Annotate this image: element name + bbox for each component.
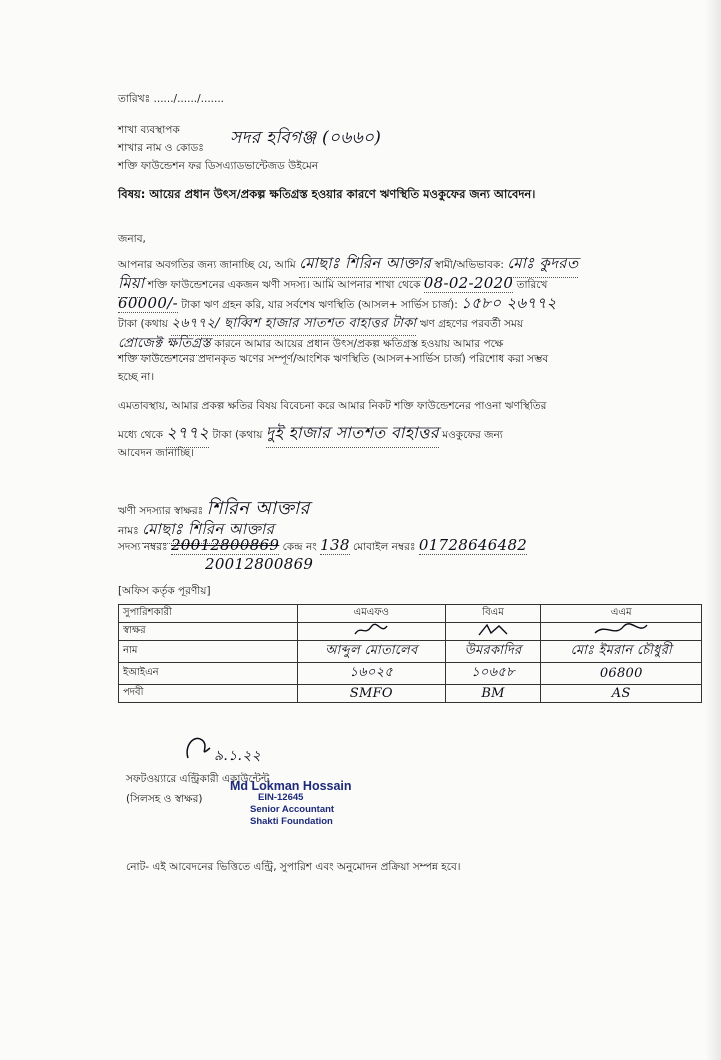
mfo-ein-handwritten: ১৬০২৫: [349, 665, 394, 680]
note-line: নোট- এই আবেদনের ভিত্তিতে এন্ট্রি, সুপারিশ এবং অনুমোদন প্রক্রিয়া সম্পন্ন হবে।: [126, 861, 461, 873]
para1-line4: [118, 314, 523, 336]
balance-handwritten: ১৫৮০ ২৬৭৭২: [461, 294, 557, 312]
mobile-label: মোবাইল নম্বরঃ: [353, 541, 416, 553]
loan-amount-handwritten: 60000/-: [118, 294, 178, 312]
member-number-struck: 20012800869: [170, 536, 280, 554]
table-header-cell: বিএম: [445, 605, 541, 623]
stamp-org: Shakti Foundation: [250, 816, 333, 827]
member-number-line: [118, 536, 527, 557]
signature-cell: [298, 623, 446, 641]
table-cell: [541, 641, 702, 663]
stamp-ein: EIN-12645: [258, 792, 304, 803]
para1-text: আপনার অবগতির জন্য জানাচ্ছি যে, আমি: [118, 259, 296, 271]
member-signature-handwritten: শিরিন আক্তার: [206, 498, 310, 519]
branch-label: শাখার নাম ও কোডঃ: [118, 142, 204, 154]
mfo-name-handwritten: আব্দুল মোতালেব: [325, 643, 418, 658]
table-row-label: ইআইএন: [119, 663, 298, 685]
table-cell: [541, 685, 702, 703]
para2-text: টাকা (কথায়: [212, 429, 263, 441]
para1-text: তারিখে: [516, 279, 548, 291]
accountant-seal-note: (সিলসহ ও স্বাক্ষর): [126, 793, 203, 805]
bm-designation-handwritten: BM: [481, 686, 505, 701]
accountant-signature-scribble: [180, 728, 216, 764]
para2-line2: [118, 420, 503, 448]
table-row: [119, 641, 702, 663]
stamp-title: Senior Accountant: [250, 804, 335, 815]
bm-name-handwritten: উমরকাদির: [464, 643, 522, 658]
am-ein-handwritten: 06800: [599, 666, 643, 681]
loan-date-handwritten: 08-02-2020: [423, 274, 514, 292]
signature-cell: [541, 623, 702, 641]
table-header-cell: এমএফও: [298, 605, 446, 623]
am-name-handwritten: মোঃ ইমরান চৌধুরী: [570, 643, 672, 658]
am-designation-handwritten: AS: [611, 686, 631, 701]
balance-words-handwritten: ২৬৭৭২/ ছাব্বিশ হাজার সাতশত বাহাত্তর টাকা: [171, 314, 416, 336]
para2-text: মওকুফের জন্য: [442, 429, 503, 441]
para1-text: স্বামী/অভিভাবক:: [434, 259, 504, 271]
table-cell: [298, 641, 446, 663]
mfo-signature-scribble: [351, 623, 391, 637]
table-row-label: স্বাক্ষর: [119, 623, 298, 641]
table-row-label: পদবী: [119, 685, 298, 703]
para1-text: কারনে আমার আয়ের প্রধান উৎস/প্রকল্প ক্ষতিগ্রস্ত হওয়ায় আমার পক্ষে: [214, 338, 504, 350]
table-row: [119, 663, 702, 685]
table-cell: [445, 685, 541, 703]
accountant-title: সফটওয়্যারে এন্ট্রিকারী একাউন্টেন্ট: [126, 773, 270, 785]
mobile-handwritten: 01728646482: [418, 536, 528, 554]
member-name-handwritten-2: মোছাঃ শিরিন আক্তার: [142, 518, 274, 544]
table-header-cell: এএম: [541, 605, 702, 623]
reason-handwritten: প্রোজেক্ট ক্ষতিগ্রস্ত: [118, 334, 211, 356]
para1-line7: হচ্ছে না।: [118, 371, 155, 383]
table-row-label: নাম: [119, 641, 298, 663]
waiver-words-handwritten: দুই হাজার সাতশত বাহাত্তর: [266, 420, 439, 448]
member-signature-label: ঋণী সদস্যার স্বাক্ষরঃ: [118, 505, 204, 517]
table-cell: [298, 663, 446, 685]
member-name-handwritten: মোছাঃ শিরিন আক্তার: [299, 252, 431, 278]
guardian-handwritten: মোঃ কুদরত: [507, 252, 578, 278]
para1-text: ঋণ গ্রহণের পরবর্তী সময়: [419, 318, 524, 330]
para2-line1: এমতাবস্থায়, আমার প্রকল্প ক্ষতির বিষয় বিবেচনা করে আমার নিকট শক্তি ফাউন্ডেশনের পাওনা ঋণস্থিতির: [118, 400, 547, 412]
para1-text: টাকা (কথায়: [118, 318, 168, 330]
subject-line: বিষয়: আয়ের প্রধান উৎস/প্রকল্প ক্ষতিগ্রস্ত হওয়ার কারণে ঋণস্থিতি মওকুফের জন্য আবেদন।: [118, 187, 536, 201]
recommendation-table: [118, 604, 702, 703]
para2-line3: আবেদন জানাচ্ছি।: [118, 447, 194, 459]
signature-cell: [445, 623, 541, 641]
member-name-label: নামঃ: [118, 525, 139, 537]
branch-handwritten: সদর হবিগঞ্জ (০৬৬০): [230, 128, 382, 148]
para2-text: মধ্যে থেকে: [118, 429, 163, 441]
member-number-label: সদস্য নম্বরঃ: [118, 541, 168, 553]
para1-text: শক্তি ফাউন্ডেশনের একজন ঋণী সদস্য। আমি আপনার শাখা থেকে: [147, 279, 421, 291]
accountant-stamp: [230, 780, 352, 828]
member-number-handwritten: 20012800869: [205, 555, 314, 573]
date-line: তারিখঃ ....../....../.......: [118, 93, 225, 105]
bm-ein-handwritten: ১০৬৫৮: [471, 665, 515, 680]
bm-signature-scribble: [473, 623, 513, 637]
am-signature-scribble: [591, 623, 651, 637]
table-cell: [298, 685, 446, 703]
org-line: শক্তি ফাউন্ডেশন ফর ডিসএ্যাডভান্টেজড উইমেন: [118, 160, 319, 172]
addressee-line: শাখা ব্যবস্থাপক: [118, 124, 180, 136]
table-cell: [541, 663, 702, 685]
table-header-cell: সুপারিশকারী: [119, 605, 298, 623]
waiver-amount-handwritten: ২৭৭২: [166, 420, 209, 448]
salutation: জনাব,: [118, 233, 146, 245]
table-header-row: [119, 605, 702, 623]
guardian-handwritten-2: মিয়া: [118, 272, 144, 298]
stamp-name: Md Lokman Hossain: [230, 779, 352, 793]
mfo-designation-handwritten: SMFO: [349, 686, 393, 701]
table-row: [119, 685, 702, 703]
center-handwritten: 138: [320, 536, 350, 554]
office-use-label: [অফিস কর্তৃক পূরণীয়]: [118, 585, 211, 597]
table-row: [119, 623, 702, 641]
table-cell: [445, 663, 541, 685]
paper-edge-shadow: [705, 0, 721, 1060]
center-label: কেন্দ্র নং: [282, 541, 317, 553]
table-cell: [445, 641, 541, 663]
accountant-sign-date: ৯.১.২২: [214, 748, 262, 764]
para1-line6: শক্তি ফাউন্ডেশনের প্রদানকৃত ঋণের সম্পূর্ণ/আংশিক ঋণস্থিতি (আসল+সার্ভিস চার্জ) পরিশোধ করা সম্ভব: [118, 353, 549, 365]
para1-text: টাকা ঋণ গ্রহন করি, যার সর্বশেষ ঋণস্থিতি (আসল+ সার্ভিস চার্জ):: [181, 299, 458, 311]
